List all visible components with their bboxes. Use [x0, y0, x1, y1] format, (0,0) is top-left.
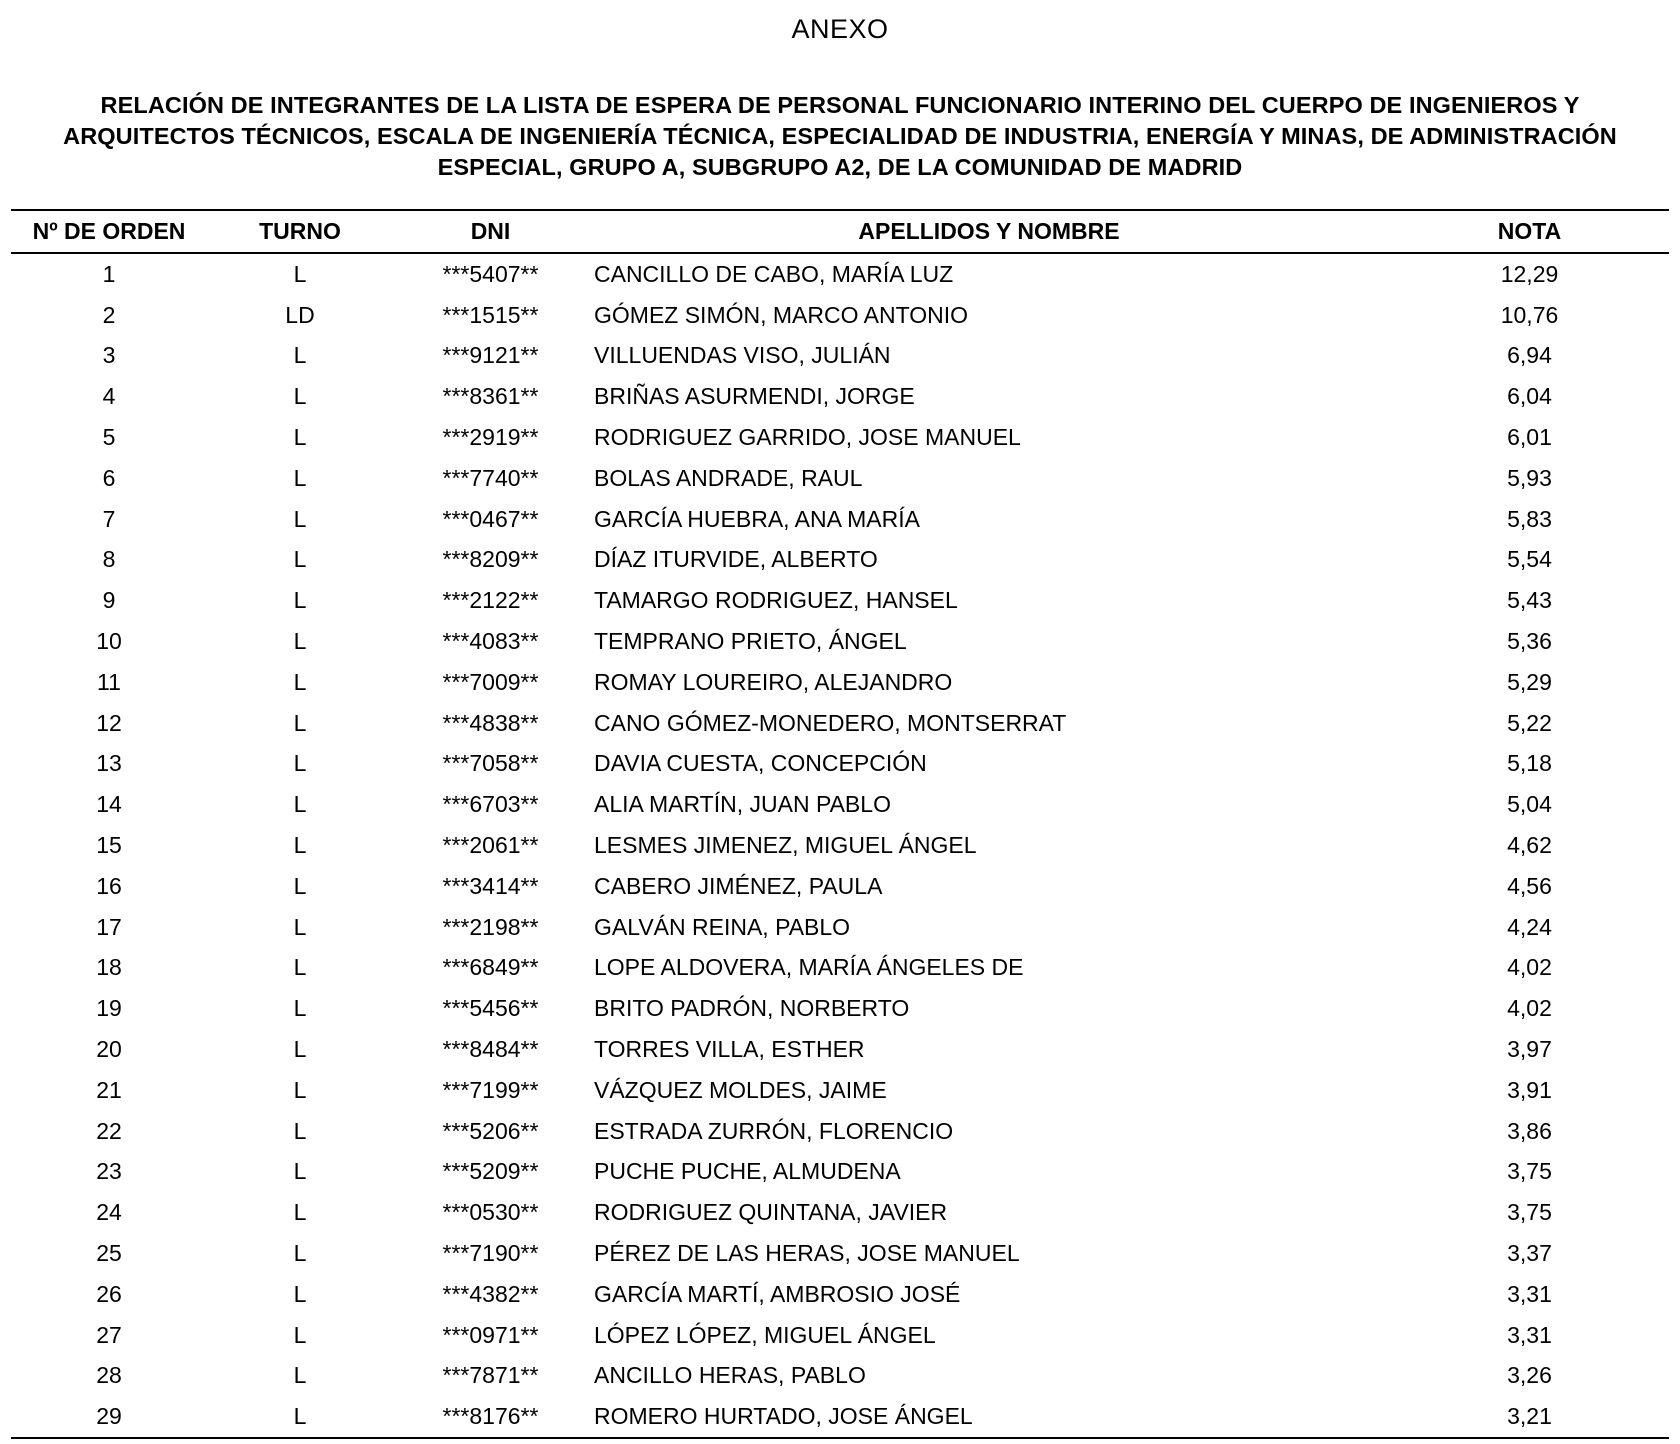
cell-turno: LD: [285, 301, 315, 328]
cell-dni: ***8484**: [442, 1036, 539, 1063]
cell-orden: 3: [102, 342, 116, 369]
cell-turno: L: [293, 750, 307, 777]
cell-dni: ***7009**: [442, 668, 539, 695]
cell-nombre: LÓPEZ LÓPEZ, MIGUEL ÁNGEL: [594, 1321, 936, 1348]
subtitle-line: ESPECIAL, GRUPO A, SUBGRUPO A2, DE LA COMUNIDAD DE MADRID: [437, 154, 1243, 180]
cell-nombre: GARCÍA HUEBRA, ANA MARÍA: [594, 505, 920, 532]
cell-orden: 19: [96, 995, 122, 1022]
cell-orden: 5: [102, 424, 116, 451]
cell-turno: L: [293, 832, 307, 859]
cell-orden: 12: [96, 709, 122, 736]
cell-nota: 6,04: [1507, 383, 1552, 410]
cell-nota: 3,75: [1507, 1199, 1552, 1226]
cell-orden: 1: [102, 260, 116, 287]
cell-nota: 4,02: [1507, 995, 1552, 1022]
cell-orden: 29: [11, 1396, 207, 1438]
header-nota: NOTA: [1390, 210, 1669, 253]
cell-turno: L: [293, 424, 307, 451]
table-row: [11, 825, 1669, 866]
cell-dni: ***7740**: [442, 464, 539, 491]
cell-turno: L: [293, 1280, 307, 1307]
table-row: [11, 540, 1669, 581]
cell-dni: ***7871**: [442, 1362, 539, 1389]
header-orden: Nº DE ORDEN: [11, 210, 207, 253]
cell-orden: 28: [96, 1362, 122, 1389]
cell-orden: 17: [96, 913, 122, 940]
table-row: [11, 988, 1669, 1029]
cell-nota: 5,93: [1507, 464, 1552, 491]
cell-nombre: PUCHE PUCHE, ALMUDENA: [594, 1158, 901, 1185]
table-row: [11, 744, 1669, 785]
cell-nota: 3,86: [1507, 1117, 1552, 1144]
cell-turno: L: [293, 791, 307, 818]
table-row: [11, 662, 1669, 703]
header-turno: TURNO: [207, 210, 393, 253]
cell-dni: ***6849**: [442, 954, 539, 981]
cell-nota: 6,94: [1507, 342, 1552, 369]
cell-nota: 3,31: [1507, 1321, 1552, 1348]
cell-dni: ***8176**: [393, 1396, 588, 1438]
cell-turno: L: [293, 872, 307, 899]
header-nombre: APELLIDOS Y NOMBRE: [588, 210, 1390, 253]
cell-nota: 4,62: [1507, 832, 1552, 859]
cell-orden: 16: [96, 872, 122, 899]
cell-dni: ***2122**: [442, 587, 539, 614]
cell-orden: 11: [97, 668, 121, 695]
cell-nombre: VÁZQUEZ MOLDES, JAIME: [594, 1076, 887, 1103]
cell-dni: ***4838**: [442, 709, 539, 736]
cell-nombre: ROMERO HURTADO, JOSE ÁNGEL: [588, 1396, 1390, 1438]
cell-orden: 6: [102, 464, 116, 491]
subtitle-line: RELACIÓN DE INTEGRANTES DE LA LISTA DE ESPERA DE PERSONAL FUNCIONARIO INTERINO DEL CUERPO DE INGENIEROS Y: [100, 92, 1580, 118]
table-row: [11, 1396, 1669, 1438]
cell-dni: ***9121**: [442, 342, 539, 369]
cell-nota: 5,36: [1507, 628, 1552, 655]
cell-turno: L: [293, 1158, 307, 1185]
table-row: [11, 621, 1669, 662]
cell-dni: ***8209**: [442, 546, 539, 573]
cell-turno: L: [293, 1199, 307, 1226]
cell-nota: 5,18: [1507, 750, 1552, 777]
cell-dni: ***0467**: [442, 505, 539, 532]
table-row: [11, 1315, 1669, 1356]
cell-nombre: TORRES VILLA, ESTHER: [594, 1036, 865, 1063]
cell-orden: 21: [96, 1076, 122, 1103]
table-row: [11, 417, 1669, 458]
cell-turno: L: [293, 1117, 307, 1144]
cell-nombre: GALVÁN REINA, PABLO: [594, 913, 851, 940]
cell-nombre: RODRIGUEZ QUINTANA, JAVIER: [594, 1199, 948, 1226]
table-row: [11, 253, 1669, 295]
cell-nota: 3,97: [1507, 1036, 1552, 1063]
cell-turno: L: [293, 1362, 307, 1389]
cell-nota: 3,37: [1507, 1240, 1552, 1267]
table-row: [11, 784, 1669, 825]
header-dni: DNI: [393, 210, 588, 253]
cell-turno: L: [293, 587, 307, 614]
waiting-list-table: [11, 209, 1669, 1439]
cell-dni: ***4083**: [442, 628, 539, 655]
cell-nombre: TEMPRANO PRIETO, ÁNGEL: [594, 628, 907, 655]
table-row: [11, 1070, 1669, 1111]
cell-orden: 26: [96, 1280, 122, 1307]
cell-orden: 25: [96, 1240, 122, 1267]
cell-turno: L: [293, 913, 307, 940]
cell-turno: L: [293, 1321, 307, 1348]
cell-dni: ***0530**: [442, 1199, 539, 1226]
cell-orden: 24: [96, 1199, 122, 1226]
cell-nota: 4,56: [1507, 872, 1552, 899]
cell-nombre: CABERO JIMÉNEZ, PAULA: [594, 872, 883, 899]
cell-orden: 7: [102, 505, 116, 532]
table-row: [11, 580, 1669, 621]
cell-nombre: PÉREZ DE LAS HERAS, JOSE MANUEL: [594, 1240, 1020, 1267]
cell-dni: ***5456**: [442, 995, 539, 1022]
table-row: [11, 376, 1669, 417]
cell-orden: 15: [96, 832, 122, 859]
cell-nombre: DAVIA CUESTA, CONCEPCIÓN: [594, 750, 927, 777]
cell-dni: ***2198**: [442, 913, 539, 940]
cell-nombre: ALIA MARTÍN, JUAN PABLO: [594, 791, 891, 818]
table-body: [11, 253, 1669, 1438]
cell-nota: 5,22: [1507, 709, 1552, 736]
cell-nombre: GÓMEZ SIMÓN, MARCO ANTONIO: [594, 301, 968, 328]
cell-nombre: RODRIGUEZ GARRIDO, JOSE MANUEL: [594, 424, 1021, 451]
cell-nota: 5,54: [1507, 546, 1552, 573]
table-row: [11, 1029, 1669, 1070]
cell-dni: ***1515**: [442, 301, 539, 328]
cell-nombre: ESTRADA ZURRÓN, FLORENCIO: [594, 1117, 954, 1144]
cell-orden: 14: [96, 791, 122, 818]
cell-dni: ***5209**: [442, 1158, 539, 1185]
cell-turno: L: [293, 505, 307, 532]
cell-dni: ***7190**: [442, 1240, 539, 1267]
cell-nota: 3,75: [1507, 1158, 1552, 1185]
cell-orden: 13: [96, 750, 122, 777]
subtitle-line: ARQUITECTOS TÉCNICOS, ESCALA DE INGENIERÍA TÉCNICA, ESPECIALIDAD DE INDUSTRIA, ENERGÍA Y MINAS, DE ADMINISTRACIÓN: [63, 123, 1617, 149]
cell-nombre: LESMES JIMENEZ, MIGUEL ÁNGEL: [594, 832, 977, 859]
cell-nota: 6,01: [1507, 424, 1552, 451]
table-header: [11, 210, 1669, 253]
cell-orden: 27: [96, 1321, 122, 1348]
table-row: [11, 703, 1669, 744]
cell-orden: 20: [96, 1036, 122, 1063]
cell-dni: ***7199**: [442, 1076, 539, 1103]
cell-turno: L: [293, 668, 307, 695]
cell-turno: L: [207, 1396, 393, 1438]
cell-nombre: TAMARGO RODRIGUEZ, HANSEL: [594, 587, 958, 614]
table-row: [11, 1233, 1669, 1274]
cell-nombre: ROMAY LOUREIRO, ALEJANDRO: [594, 668, 953, 695]
document-subtitle: [10, 90, 1670, 183]
cell-turno: L: [293, 1076, 307, 1103]
cell-orden: 22: [96, 1117, 122, 1144]
cell-nota: 10,76: [1500, 301, 1559, 328]
cell-orden: 23: [96, 1158, 122, 1185]
cell-nota: 5,83: [1507, 505, 1552, 532]
cell-turno: L: [293, 1036, 307, 1063]
table-row: [11, 866, 1669, 907]
cell-turno: L: [293, 342, 307, 369]
cell-dni: ***6703**: [442, 791, 539, 818]
cell-nombre: GARCÍA MARTÍ, AMBROSIO JOSÉ: [594, 1280, 961, 1307]
cell-orden: 2: [102, 301, 116, 328]
cell-nombre: BOLAS ANDRADE, RAUL: [594, 464, 863, 491]
cell-dni: ***2919**: [442, 424, 539, 451]
cell-turno: L: [293, 628, 307, 655]
cell-nombre: DÍAZ ITURVIDE, ALBERTO: [594, 546, 878, 573]
cell-nombre: LOPE ALDOVERA, MARÍA ÁNGELES DE: [594, 954, 1024, 981]
cell-turno: L: [293, 709, 307, 736]
table-row: [11, 1274, 1669, 1315]
table-row: [11, 1152, 1669, 1193]
cell-nombre: VILLUENDAS VISO, JULIÁN: [594, 342, 891, 369]
cell-dni: ***4382**: [442, 1280, 539, 1307]
cell-nota: 3,21: [1390, 1396, 1669, 1438]
cell-nota: 3,31: [1507, 1280, 1552, 1307]
cell-turno: L: [293, 260, 307, 287]
cell-dni: ***0971**: [442, 1321, 539, 1348]
cell-orden: 10: [96, 628, 122, 655]
cell-nota: 3,91: [1507, 1076, 1552, 1103]
cell-orden: 4: [102, 383, 116, 410]
cell-turno: L: [293, 546, 307, 573]
cell-turno: L: [293, 995, 307, 1022]
cell-dni: ***2061**: [442, 832, 539, 859]
cell-nota: 5,29: [1507, 668, 1552, 695]
cell-nombre: CANO GÓMEZ-MONEDERO, MONTSERRAT: [594, 709, 1067, 736]
cell-nota: 5,43: [1507, 587, 1552, 614]
cell-nota: 4,02: [1507, 954, 1552, 981]
table-row: [11, 1356, 1669, 1397]
table-header-row: [11, 210, 1669, 253]
cell-nombre: BRIÑAS ASURMENDI, JORGE: [594, 383, 915, 410]
cell-dni: ***3414**: [442, 872, 539, 899]
cell-orden: 8: [102, 546, 116, 573]
table-row: [11, 907, 1669, 948]
cell-orden: 18: [96, 954, 122, 981]
cell-turno: L: [293, 954, 307, 981]
annex-title: ANEXO: [791, 14, 889, 44]
cell-turno: L: [293, 383, 307, 410]
cell-nota: 5,04: [1507, 791, 1552, 818]
table-row: [11, 948, 1669, 989]
cell-nota: 4,24: [1507, 913, 1552, 940]
cell-nombre: ANCILLO HERAS, PABLO: [594, 1362, 866, 1389]
cell-dni: ***5206**: [442, 1117, 539, 1144]
table-row: [11, 295, 1669, 336]
cell-dni: ***7058**: [442, 750, 539, 777]
table-row: [11, 499, 1669, 540]
cell-nombre: BRITO PADRÓN, NORBERTO: [594, 995, 910, 1022]
cell-orden: 9: [102, 587, 116, 614]
table-row: [11, 458, 1669, 499]
cell-turno: L: [293, 464, 307, 491]
cell-dni: ***8361**: [442, 383, 539, 410]
table-row: [11, 1192, 1669, 1233]
table-row: [11, 336, 1669, 377]
cell-nota: 12,29: [1500, 260, 1559, 287]
cell-dni: ***5407**: [442, 260, 539, 287]
cell-nombre: CANCILLO DE CABO, MARÍA LUZ: [594, 260, 954, 287]
table-row: [11, 1111, 1669, 1152]
cell-turno: L: [293, 1240, 307, 1267]
cell-nota: 3,26: [1507, 1362, 1552, 1389]
